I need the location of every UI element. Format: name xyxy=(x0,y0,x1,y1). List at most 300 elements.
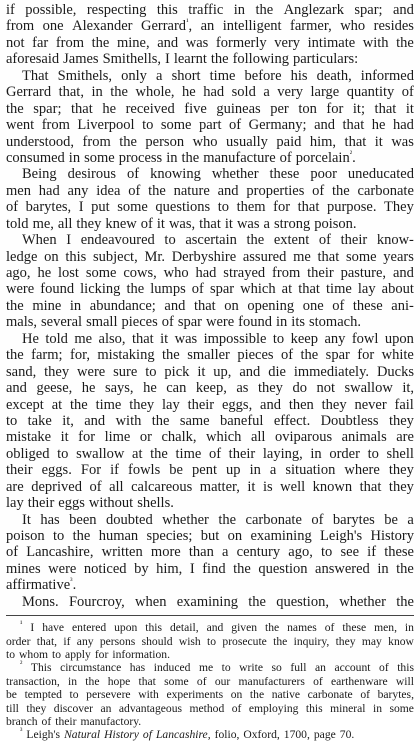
word: up, xyxy=(213,363,232,380)
word: History xyxy=(104,728,139,742)
word: this xyxy=(156,2,178,18)
word: the xyxy=(6,347,24,364)
word: time xyxy=(95,396,122,413)
word: poison xyxy=(6,528,45,544)
word: ledge xyxy=(6,248,38,265)
word: if xyxy=(63,634,71,648)
word: matter, xyxy=(199,478,240,495)
word: and xyxy=(164,297,186,314)
word: that xyxy=(193,297,216,314)
word: earthenware xyxy=(331,674,388,688)
word: which xyxy=(206,429,242,446)
word: know- xyxy=(376,232,414,249)
word: pieces xyxy=(121,314,158,331)
word: from xyxy=(41,117,70,134)
word: he xyxy=(371,117,386,134)
word: that xyxy=(131,330,154,347)
word: examining xyxy=(250,528,312,544)
word: I xyxy=(30,621,35,635)
footnote-marker: ¹ xyxy=(186,17,189,27)
footnote-line xyxy=(6,675,414,688)
word xyxy=(20,728,22,741)
word: transaction, xyxy=(6,674,60,688)
word: death, xyxy=(316,67,352,84)
word: men, xyxy=(374,621,397,635)
word: this xyxy=(65,248,87,265)
word: They xyxy=(384,199,414,216)
word: it xyxy=(374,133,383,150)
word: they xyxy=(335,634,356,648)
word: of xyxy=(279,149,292,166)
word: Gerrard xyxy=(6,84,52,101)
word: only xyxy=(121,67,147,84)
word: the xyxy=(396,34,414,51)
word: properties xyxy=(246,182,305,199)
word: sure xyxy=(113,363,138,380)
word: the xyxy=(148,182,166,199)
word: in xyxy=(377,560,389,577)
word xyxy=(20,621,22,634)
word: told xyxy=(45,330,68,347)
word: Germany; xyxy=(248,117,307,134)
word: received xyxy=(125,100,175,117)
word: that xyxy=(199,215,221,232)
word: found xyxy=(238,314,273,331)
word: mine, xyxy=(116,34,150,51)
word: mistaking xyxy=(97,347,155,364)
word: Lancashire, xyxy=(26,544,94,561)
word: the xyxy=(255,2,274,18)
word: That xyxy=(22,67,49,84)
word: that xyxy=(298,281,320,298)
word: the xyxy=(162,347,180,364)
word: century xyxy=(236,544,281,561)
word: of xyxy=(126,166,140,183)
footnote-line xyxy=(6,715,414,728)
word: abundance; xyxy=(89,297,156,314)
word: mines xyxy=(6,560,41,577)
word: of xyxy=(401,84,414,101)
word: his xyxy=(290,67,308,84)
word: lay xyxy=(162,396,180,413)
word: except xyxy=(6,396,44,413)
word: the xyxy=(396,560,414,577)
word: of xyxy=(41,714,52,728)
word: they xyxy=(388,412,414,429)
word: or xyxy=(139,429,152,446)
word: the xyxy=(91,34,110,51)
word: far xyxy=(32,34,49,51)
word: farm; xyxy=(31,347,63,364)
word: told xyxy=(6,215,29,232)
word: he xyxy=(37,265,52,281)
word: and xyxy=(239,363,261,380)
word: mistake xyxy=(6,429,52,446)
word: take xyxy=(27,412,52,429)
word: the xyxy=(248,593,266,610)
word: if xyxy=(6,2,15,18)
word: to xyxy=(69,688,79,702)
word: me xyxy=(293,248,311,265)
word: Ducks xyxy=(376,363,414,380)
word: on xyxy=(230,688,243,702)
word: discover xyxy=(53,701,94,715)
word: at xyxy=(281,281,293,298)
word: mine xyxy=(32,297,62,314)
word: upon xyxy=(384,330,414,347)
word: method xyxy=(189,701,225,715)
word: that xyxy=(317,248,340,265)
word: geese, xyxy=(36,380,73,397)
text-line xyxy=(6,101,414,117)
word: with xyxy=(362,34,389,51)
word: inquiry, xyxy=(293,634,330,648)
word: had xyxy=(38,182,60,199)
word: if xyxy=(110,462,119,479)
word: order xyxy=(329,445,360,462)
word: History xyxy=(370,528,414,544)
word: barytes, xyxy=(377,688,414,702)
word: but xyxy=(200,528,220,544)
word: do xyxy=(292,380,307,397)
word: and xyxy=(84,412,106,429)
word: of xyxy=(6,199,19,216)
word: him, xyxy=(309,133,337,150)
word: is xyxy=(262,478,273,495)
footnote-marker: ² xyxy=(20,659,23,669)
word: Derbyshire xyxy=(171,248,237,265)
text-line xyxy=(6,68,414,84)
word: of xyxy=(128,182,141,199)
word: in xyxy=(249,462,261,479)
word: that xyxy=(297,199,320,216)
word: me, xyxy=(32,215,54,232)
word: the xyxy=(273,634,288,648)
word: its xyxy=(291,314,305,331)
word: Liverpool xyxy=(77,117,135,134)
word: sold xyxy=(231,84,256,101)
text-line xyxy=(6,544,414,560)
word: baneful xyxy=(219,412,264,429)
word: to xyxy=(164,232,176,249)
word: lost xyxy=(58,265,79,281)
word: ago, xyxy=(6,265,31,281)
footnote-line xyxy=(6,635,414,648)
word: uneducated xyxy=(347,166,414,183)
word: these xyxy=(384,544,414,561)
word: Alexander xyxy=(72,18,133,35)
word: in xyxy=(310,445,322,462)
word: where xyxy=(344,462,380,479)
word: and xyxy=(217,182,239,199)
word: impossible xyxy=(203,330,267,347)
word: ani- xyxy=(391,297,414,314)
word: very xyxy=(277,84,304,101)
word: from xyxy=(272,265,301,281)
word: one xyxy=(42,18,64,35)
word: several xyxy=(41,314,83,331)
word: question xyxy=(258,560,308,577)
text-line xyxy=(6,413,414,429)
word: have xyxy=(42,621,65,635)
word: should xyxy=(141,634,173,648)
word: I xyxy=(189,560,195,577)
word: some xyxy=(160,117,192,134)
word: native xyxy=(271,688,301,702)
word: who xyxy=(340,18,366,35)
word: they xyxy=(76,215,102,232)
footnotes xyxy=(6,621,414,742)
word: lay xyxy=(357,281,376,298)
text-line xyxy=(6,265,414,281)
word: written xyxy=(101,544,143,561)
word: one xyxy=(302,297,324,314)
word: any xyxy=(67,182,89,199)
word: to xyxy=(53,528,65,544)
word: will xyxy=(395,674,414,688)
text-line xyxy=(6,150,414,166)
word: spar; xyxy=(354,2,383,18)
word: says, xyxy=(104,380,134,397)
word: to xyxy=(367,445,379,462)
word: persevere xyxy=(86,688,131,702)
word: human xyxy=(98,528,139,544)
text-line xyxy=(6,380,414,396)
text-line xyxy=(6,232,414,248)
word: person xyxy=(145,133,185,150)
word: stomach. xyxy=(309,314,361,331)
word: it xyxy=(156,215,165,232)
word: affirmative$^{^3}$. xyxy=(6,576,77,594)
word: that xyxy=(374,100,397,117)
word: in xyxy=(68,149,81,166)
word: he xyxy=(182,84,196,101)
word: of xyxy=(280,347,294,364)
word: endeavoured xyxy=(80,232,155,249)
word: sand, xyxy=(6,363,37,380)
word: that xyxy=(342,117,365,134)
word: Mr. xyxy=(144,248,165,265)
text-line xyxy=(6,462,414,478)
word: eggs. xyxy=(41,462,72,479)
word: I xyxy=(66,232,72,249)
word: this xyxy=(305,701,323,715)
word: Gerrard$^{^1}$, xyxy=(140,17,193,35)
word: employing xyxy=(248,701,299,715)
word: the xyxy=(233,560,251,577)
word: well xyxy=(280,478,306,495)
footnote-line xyxy=(6,688,414,701)
word: shell xyxy=(386,445,414,462)
footnote-line xyxy=(6,621,414,634)
word: extent xyxy=(273,232,310,249)
text-line xyxy=(6,216,414,232)
text-line xyxy=(6,364,414,380)
word: I xyxy=(165,51,170,68)
word: was, xyxy=(168,215,196,232)
word: When xyxy=(22,232,57,249)
word: this xyxy=(397,661,414,675)
word: their xyxy=(228,445,256,462)
word: animals xyxy=(341,429,387,446)
word: and xyxy=(6,380,27,397)
word: order xyxy=(6,634,31,648)
word: nature xyxy=(173,182,210,199)
word: to xyxy=(207,634,217,648)
word: on xyxy=(224,297,239,314)
word: they xyxy=(44,363,70,380)
word: knew xyxy=(105,215,137,232)
word: of xyxy=(196,674,207,688)
word: be xyxy=(6,688,17,702)
word: were xyxy=(77,363,106,380)
word: following xyxy=(232,51,289,68)
word: some xyxy=(84,149,115,166)
word: to xyxy=(272,330,285,347)
word: the xyxy=(72,528,91,544)
word: of xyxy=(142,728,152,742)
word: smaller xyxy=(187,347,230,364)
word: had xyxy=(203,84,225,101)
word: who xyxy=(163,265,189,281)
word: folio, xyxy=(214,728,240,742)
word: persons xyxy=(99,634,136,648)
word: carbonate xyxy=(357,182,414,199)
word: eggs, xyxy=(221,396,253,413)
word: not xyxy=(6,34,25,51)
word: manufactory. xyxy=(80,714,142,728)
word: was xyxy=(185,34,209,51)
word: cows, xyxy=(123,265,157,281)
word: lay xyxy=(6,495,24,512)
word: had xyxy=(195,265,217,281)
word: and xyxy=(157,34,179,51)
word: Doubtless xyxy=(320,412,379,429)
word: and xyxy=(206,621,224,635)
word: Anglezark xyxy=(283,2,344,18)
word: an xyxy=(200,18,215,35)
word: to xyxy=(221,661,231,675)
word: James xyxy=(63,51,99,68)
body-text xyxy=(6,2,414,610)
word: he xyxy=(143,380,157,397)
word: chalk, xyxy=(161,429,197,446)
word: For xyxy=(80,462,102,479)
word: Lancashire, xyxy=(155,728,211,742)
word: die xyxy=(268,363,286,380)
word: pieces xyxy=(237,347,274,364)
word: paid xyxy=(276,133,302,150)
word: see xyxy=(340,544,359,561)
word: Leigh's xyxy=(26,728,61,742)
word: upon xyxy=(114,621,138,635)
word: the xyxy=(150,445,168,462)
footnote-line xyxy=(6,661,414,674)
word: was xyxy=(174,330,198,347)
text-line xyxy=(6,2,414,18)
word: wish xyxy=(178,634,201,648)
word: species; xyxy=(146,528,193,544)
word: they xyxy=(388,478,414,495)
word: in xyxy=(69,297,82,314)
word: a xyxy=(222,544,229,561)
word: our xyxy=(214,674,231,688)
word: entered xyxy=(72,621,107,635)
word: oviparous xyxy=(274,429,333,446)
word: these xyxy=(342,621,367,635)
word: induced xyxy=(153,661,191,675)
word: usually xyxy=(226,133,268,150)
word: had xyxy=(392,117,414,134)
word: Leigh's xyxy=(320,528,363,544)
word: which xyxy=(240,281,276,298)
word: the xyxy=(210,51,229,68)
word: the xyxy=(6,297,24,314)
word: guineas xyxy=(216,100,261,117)
text-line xyxy=(6,495,414,511)
word: men xyxy=(6,182,31,199)
text-line xyxy=(6,397,414,413)
word: whole, xyxy=(135,84,175,101)
word: time xyxy=(209,67,236,84)
text-line xyxy=(6,183,414,199)
word: some xyxy=(345,248,377,265)
footnote-rule xyxy=(6,615,414,616)
word: porcelain$^{^2}$. xyxy=(295,149,356,166)
word: laying, xyxy=(262,445,303,462)
word: swallow xyxy=(344,380,393,397)
text-line xyxy=(6,298,414,314)
word: traffic xyxy=(188,2,224,18)
word: put xyxy=(91,199,110,216)
word: keep, xyxy=(195,380,227,397)
word: to xyxy=(142,117,154,134)
word: up xyxy=(226,462,241,479)
word: spar xyxy=(177,314,202,331)
word: the xyxy=(85,674,100,688)
word: mineral xyxy=(330,701,366,715)
text-line xyxy=(6,51,414,67)
word: so xyxy=(271,661,282,675)
word: five xyxy=(184,100,207,117)
word: their xyxy=(6,462,33,479)
word: to xyxy=(321,544,333,561)
word: he xyxy=(81,380,96,397)
word: that xyxy=(138,674,156,688)
word: in xyxy=(68,674,78,688)
word: assured xyxy=(242,248,287,265)
word: he xyxy=(102,100,117,117)
text-line xyxy=(6,84,414,100)
word: licking xyxy=(80,281,121,298)
word: their xyxy=(307,265,334,281)
word: large xyxy=(310,84,340,101)
word: fowl xyxy=(351,330,379,347)
word: barytes xyxy=(332,511,375,528)
word: desirous xyxy=(67,166,116,183)
word: it xyxy=(60,429,69,446)
word: a xyxy=(263,84,270,101)
word: for xyxy=(78,429,96,446)
word: the xyxy=(151,412,170,429)
word: of xyxy=(311,511,324,528)
word: carbonate xyxy=(307,688,353,702)
word: some xyxy=(389,701,414,715)
word: detail, xyxy=(169,621,199,635)
word: and xyxy=(392,2,414,18)
word: obliged xyxy=(6,445,50,462)
text-line xyxy=(6,35,414,51)
